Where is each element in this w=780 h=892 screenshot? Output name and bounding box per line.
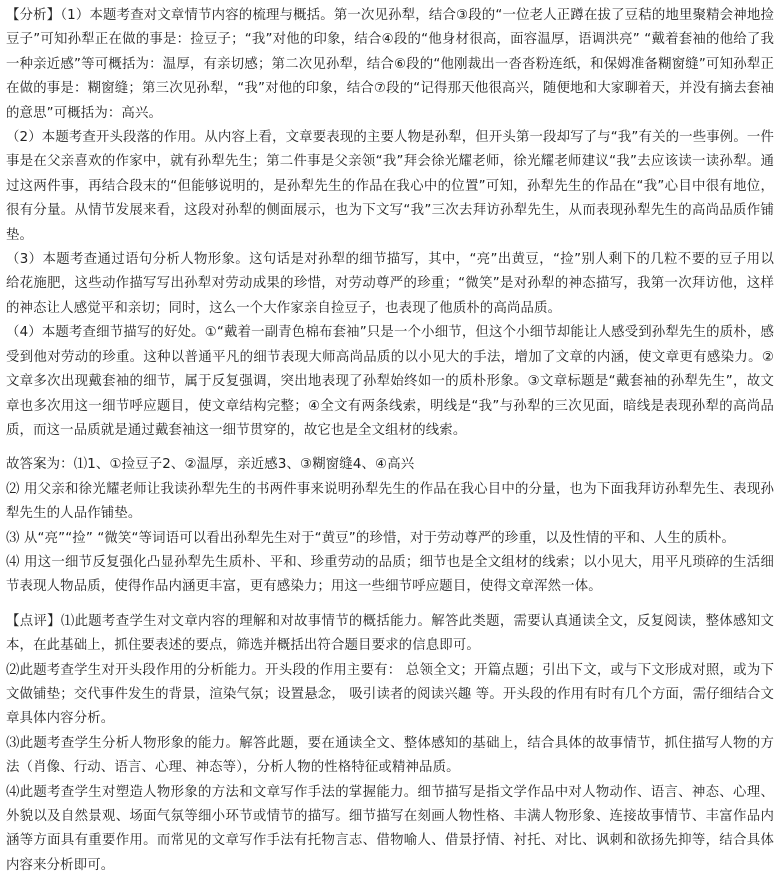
- answer-2: ⑵ 用父亲和徐光耀老师让我读孙犁先生的书两件事来说明孙犁先生的作品在我心目中的分量，也为下面我拜访孙犁先生、表现孙犁先生的人品作铺垫。: [6, 481, 774, 522]
- answer-1: 故答案为：⑴1、①捡豆子2、②温厚，亲近感3、③糊窗缝4、④高兴: [6, 457, 415, 473]
- answer-4: ⑷ 用这一细节反复强化凸显孙犁先生质朴、平和、珍重劳动的品质；细节也是全文组材的线索；以小见大，用平凡琐碎的生活细节表现人物品质，使得作品内涵更丰富，更有感染力；用这一些细节呼应题目，使得文章浑然一体。: [6, 554, 774, 595]
- analysis-question-2: （2）本题考查开头段落的作用。从内容上看，文章要表现的主要人物是孙犁，但开头第一段却写了与“我”有关的一些事例。一件事是在父亲喜欢的作家中，就有孙犁先生；第二件事是父亲领“我”拜会徐光耀老师，徐光耀老师建议“我”去应该读一读孙犁。通过这两件事，再结合段末的“但能够说明的，是孙犁先生的作品在我心中的位置”可知，孙犁先生的作品在“我”心目中很有地位，很有分量。从情节发展来看，这段对孙犁的侧面展示，也为下文写“我”三次去拜访孙犁先生，从而表现孙犁先生的高尚品质作铺垫。: [6, 130, 774, 243]
- section-spacer: [6, 443, 774, 453]
- section-spacer: [6, 600, 774, 610]
- analysis-question-1: 【分析】（1）本题考查对文章情节内容的梳理与概括。第一次见孙犁，结合③段的“一位老人正蹲在拔了豆秸的地里聚精会神地捡豆子”可知孙犁正在做的事是：捡豆子；“我”对他的印象，结合④段的“他身材很高，面容温厚，语调洪亮” “戴着套袖的他给了我一种亲近感”等可概括为：温厚，有亲切感；第二次见孙犁，结合⑥段的“他刚裁出一沓沓粉连纸，和保姆准备糊窗缝”可知孙犁正在做的事是：糊窗缝；第三次见孙犁，“我”对他的印象，结合⑦段的“记得那天他很高兴，随便地和大家聊着天，并没有摘去套袖的意思”可概括为：高兴。: [6, 8, 774, 121]
- comment-4: ⑷此题考查学生对塑造人物形象的方法和文章写作手法的掌握能力。细节描写是指文学作品中对人物动作、语言、神态、心理、外貌以及自然景观、场面气氛等细小环节或情节的描写。细节描写在刻画人物性格、丰满人物形象、连接故事情节、丰富作品内涵等方面具有重要作用。而常见的文章写作手法有托物言志、借物喻人、借景抒情、衬托、对比、讽刺和欲扬先抑等，结合具体内容来分析即可。: [6, 784, 774, 873]
- comment-2: ⑵此题考查学生对开头段作用的分析能力。开头段的作用主要有： 总领全文；开篇点题；引出下文，或与下文形成对照，或为下文做铺垫；交代事件发生的背景，渲染气氛；设置悬念， 吸引读者的阅读兴趣 等。开头段的作用有时有几个方面，需仔细结合文章具体内容分析。: [6, 662, 774, 727]
- answer-3: ⑶ 从“亮”“捡” “微笑“等词语可以看出孙犁先生对于“黄豆”的珍惜，对于劳动尊严的珍重，以及性情的平和、人生的质朴。: [6, 530, 735, 546]
- analysis-question-3: （3）本题考查通过语句分析人物形象。这句话是对孙犁的细节描写，其中，“亮”出黄豆，“捡”别人剩下的几粒不要的豆子用以给花施肥，这些动作描写写出孙犁对劳动成果的珍惜，对劳动尊严的珍重；“微笑”是对孙犁的神态描写，我第一次拜访他，这样的神态让人感觉平和亲切；同时，这么一个大作家亲自捡豆子，也表现了他质朴的高尚品质。: [6, 252, 774, 316]
- comment-1: 【点评】⑴此题考查学生对文章内容的理解和对故事情节的概括能力。解答此类题，需要认真通读全文，反复阅读，整体感知文本，在此基础上，抓住要表述的要点，筛选并概括出符合题目要求的信息即可。: [6, 613, 774, 654]
- analysis-question-4: （4）本题考查细节描写的好处。①“戴着一副青色棉布套袖”只是一个小细节，但这个小细节却能让人感受到孙犁先生的质朴，感受到他对劳动的珍重。这种以普通平凡的细节表现大师高尚品质的以小见大的手法，增加了文章的内涵，使文章更有感染力。②文章多次出现戴套袖的细节，属于反复强调，突出地表现了孙犁始终如一的质朴形象。③文章标题是“戴套袖的孙犁先生”，故文章也多次用这一细节呼应题目，使文章结构完整；④全文有两条线索，明线是“我”与孙犁的三次见面，暗线是表现孙犁的高尚品质，而这一品质就是通过戴套袖这一细节贯穿的，故它也是全文组材的线索。: [6, 325, 774, 438]
- comment-3: ⑶此题考查学生分析人物形象的能力。解答此题，要在通读全文、整体感知的基础上，结合具体的故事情节，抓住描写人物的方法（肖像、行动、语言、心理、神态等），分析人物的性格特征或精神品质。: [6, 735, 774, 776]
